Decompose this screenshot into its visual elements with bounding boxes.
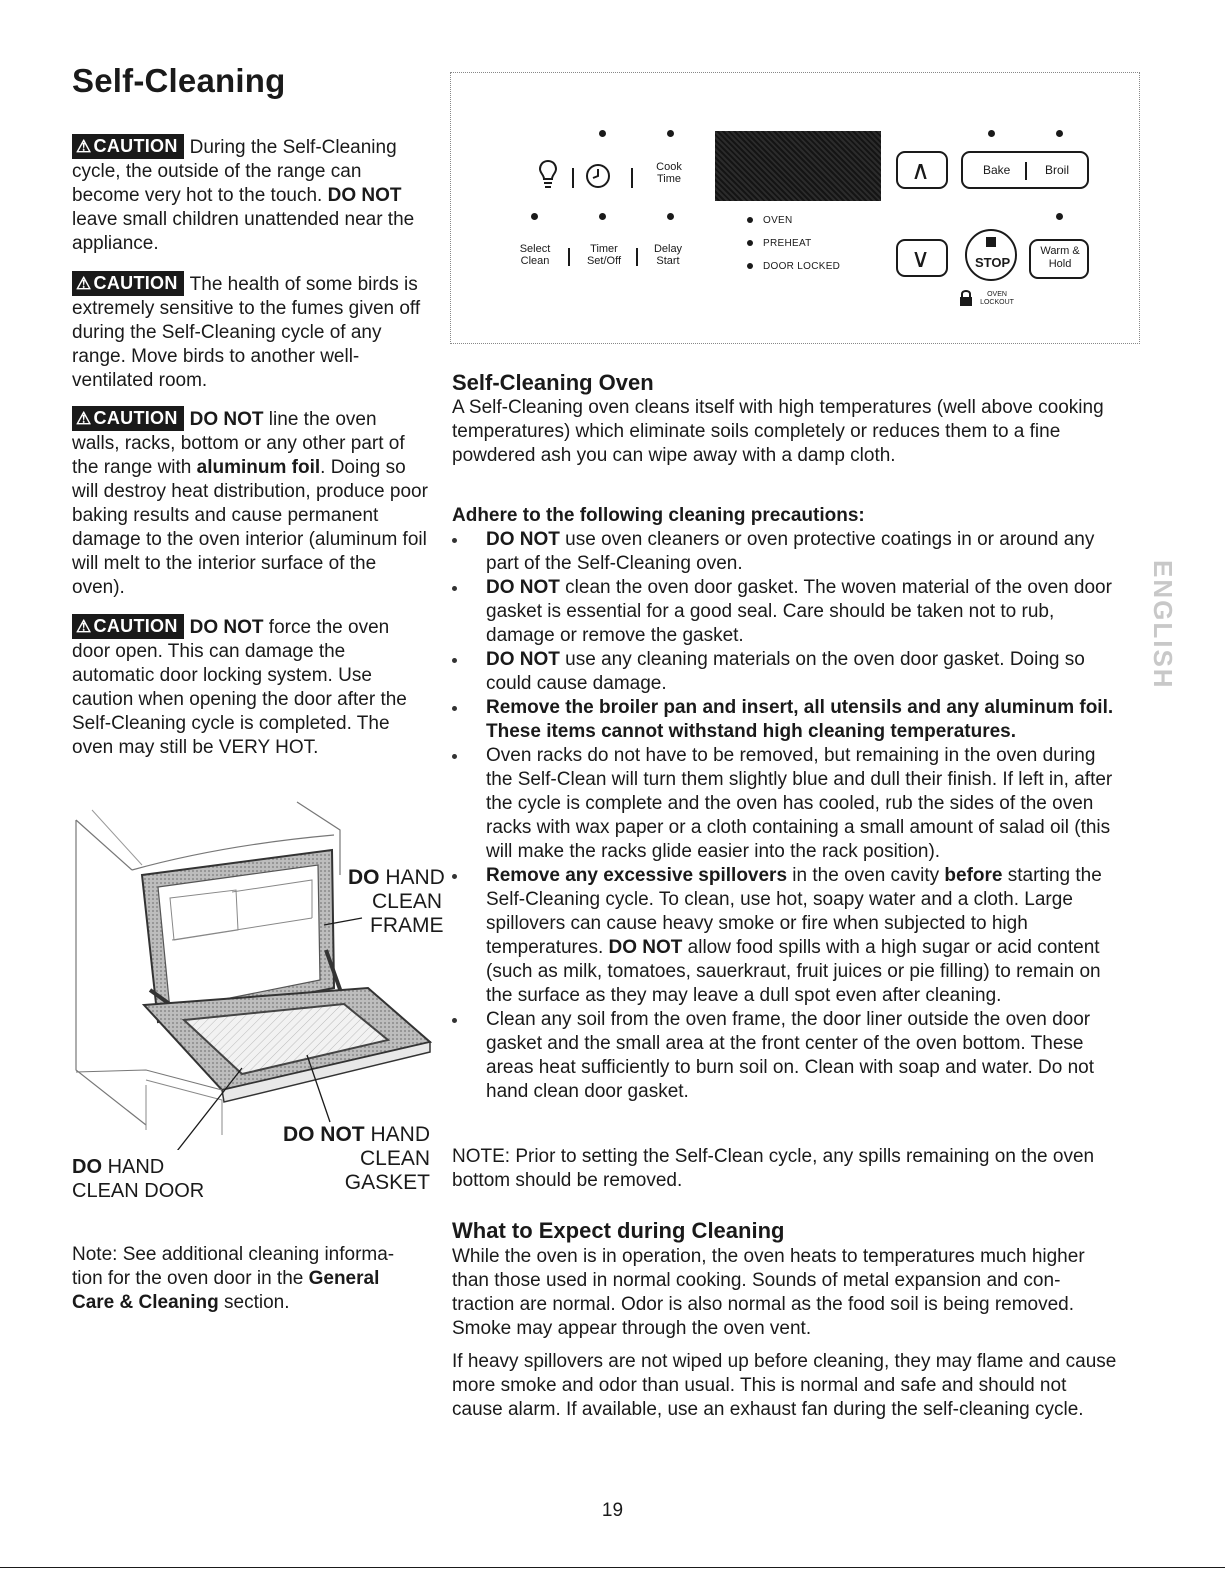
bottom-rule <box>0 1567 1225 1568</box>
indicator-dot <box>1056 213 1063 220</box>
language-side-tab: ENGLISH <box>1148 560 1178 690</box>
list-item: DO NOT use oven cleaners or oven protective coatings in or around any part of the Self-Cleaning oven. <box>486 529 1095 574</box>
oven-light-icon <box>537 159 559 191</box>
what-to-expect-p1: While the oven is in operation, the oven heats to temperatures much higher than those used in normal cooking. Sounds of metal expansion and con-traction are normal. Odor is also normal as the food soil is being removed. Smoke may appear through the oven vent. <box>452 1246 1085 1339</box>
caution-badge: ⚠ CAUTION <box>72 406 184 431</box>
indicator-dot <box>667 213 674 220</box>
list-item: Clean any soil from the oven frame, the door liner outside the oven door gasket and the small area at the front center of the oven bottom. These areas heat sufficiently to burn soil on. Clean with soap and water. Do not hand clean door gasket. <box>486 1009 1095 1102</box>
separator <box>631 168 633 188</box>
warning-triangle-icon: ⚠ <box>76 274 92 293</box>
indicator-dot <box>531 213 538 220</box>
self-cleaning-oven-heading: Self-Cleaning Oven <box>452 370 654 395</box>
warm-hold-button[interactable]: Warm & Hold <box>1029 239 1089 279</box>
indicator-dot <box>599 130 606 137</box>
stop-square-icon <box>986 237 996 247</box>
list-item: Remove the broiler pan and insert, all utensils and any aluminum foil. These items cannot withstand high cleaning temperatures. <box>486 697 1114 742</box>
indicator-dot <box>1056 130 1063 137</box>
timer-label: Timer Set/Off <box>586 243 622 267</box>
door-locked-led <box>747 263 753 269</box>
caution-block-3 <box>72 406 428 600</box>
warning-triangle-icon: ⚠ <box>76 137 92 156</box>
warning-triangle-icon: ⚠ <box>76 409 92 428</box>
page-title: Self-Cleaning <box>72 62 286 99</box>
oven-lockout-label: OVEN LOCKOUT <box>980 291 1014 306</box>
indicator-dot <box>667 130 674 137</box>
cook-time-label: Cook Time <box>656 161 682 185</box>
list-item: DO NOT use any cleaning materials on the oven door gasket. Doing so could cause damage. <box>486 649 1085 694</box>
up-arrow-button[interactable] <box>896 151 948 189</box>
left-note: Note: See additional cleaning informa-tion for the oven door in the General Care & Cleaning section. <box>72 1244 395 1313</box>
label-do-hand-clean-door: DO HAND CLEAN DOOR <box>72 1156 205 1202</box>
what-to-expect-heading: What to Expect during Cleaning <box>452 1218 785 1243</box>
caution-text: The health of some birds is extremely sensitive to the fumes given off during the Self-Cleaning cycle of any range. Move birds to another well-ventilated room. <box>72 274 421 391</box>
preheat-led <box>747 240 753 246</box>
separator <box>572 168 574 188</box>
lock-icon <box>959 289 973 307</box>
label-do-hand-clean-frame: DO HAND CLEAN FRAME <box>348 866 445 937</box>
chevron-down-icon: ∨ <box>911 243 931 273</box>
list-item: Oven racks do not have to be removed, but remaining in the oven during the Self-Clean will turn them slightly blue and dull their finish. If left in, after the cycle is complete and the oven has cooled, rub the sides of the oven racks with wax paper or a cloth containing a small amount of salad oil (this will make the racks glide easier into the rack position). <box>486 745 1113 862</box>
caution-badge: ⚠ CAUTION <box>72 134 184 159</box>
caution-badge: ⚠ CAUTION <box>72 271 184 296</box>
separator <box>1025 162 1027 180</box>
chevron-up-icon: ∧ <box>911 155 931 185</box>
select-clean-label: Select Clean <box>519 243 551 267</box>
door-locked-led-label: DOOR LOCKED <box>763 261 841 272</box>
preheat-led-label: PREHEAT <box>763 238 812 249</box>
delay-start-label: Delay Start <box>653 243 683 267</box>
down-arrow-button[interactable] <box>896 239 948 277</box>
prior-note: NOTE: Prior to setting the Self-Clean cycle, any spills remaining on the oven bottom should be removed. <box>452 1146 1095 1191</box>
page-number: 19 <box>601 1500 624 1521</box>
bake-broil-button[interactable]: Bake Broil <box>961 151 1089 189</box>
self-cleaning-oven-intro: A Self-Cleaning oven cleans itself with high temperatures (well above cooking temperatures) which eliminate soils completely or reduces them to a fine powdered ash you can wipe away with a damp cloth. <box>452 397 1104 466</box>
oven-led <box>747 217 753 223</box>
caution-text: DO NOT line the oven walls, racks, bottom or any other part of the range with aluminum foil. Doing so will destroy heat distribution, produce poor baking results and cause permanent damage to the oven interior (aluminum foil will melt to the interior surface of the oven). <box>72 409 428 598</box>
caution-block-2 <box>72 271 428 393</box>
clock-icon <box>585 163 611 189</box>
label-do-not-hand-clean-gasket: DO NOT HAND CLEAN GASKET <box>282 1123 430 1194</box>
precautions-heading: Adhere to the following cleaning precautions: <box>452 505 865 526</box>
list-item: Remove any excessive spillovers in the oven cavity before starting the Self-Cleaning cycle. To clean, use hot, soapy water and a cloth. Large spillovers can cause heavy smoke or fire when subjected to high temperatures. DO NOT allow food spills with a high sugar or acid content (such as milk, tomatoes, sauerkraut, fruit juices or pie filling) to remain on the surface as they may leave a dull spot even after cleaning. <box>486 865 1102 1006</box>
stop-button[interactable]: STOP <box>965 229 1017 281</box>
caution-block-4 <box>72 614 428 760</box>
caution-block-1 <box>72 134 428 256</box>
list-item: DO NOT clean the oven door gasket. The woven material of the oven door gasket is essential for a good seal. Care should be taken not to rub, damage or remove the gasket. <box>486 577 1112 646</box>
display-screen <box>715 131 881 201</box>
indicator-dot <box>988 130 995 137</box>
separator <box>636 248 638 266</box>
caution-text: DO NOT force the oven door open. This can damage the automatic door locking system. Use caution when opening the door after the Self-Cleaning cycle is completed. The oven may still be VERY HOT. <box>72 617 407 758</box>
separator <box>568 248 570 266</box>
oven-led-label: OVEN <box>763 215 793 226</box>
warning-triangle-icon: ⚠ <box>76 617 92 636</box>
indicator-dot <box>599 213 606 220</box>
precautions-list <box>452 528 1122 1104</box>
caution-badge: ⚠ CAUTION <box>72 614 184 639</box>
oven-door-illustration <box>72 790 444 1150</box>
what-to-expect-p2: If heavy spillovers are not wiped up before cleaning, they may flame and cause more smoke and odor than usual. This is normal and safe and should not cause alarm. If available, use an exhaust fan during the self-cleaning cycle. <box>452 1351 1117 1420</box>
caution-text: During the Self-Cleaning cycle, the outside of the range can become very hot to the touch. DO NOT leave small children unattended near the appliance. <box>72 137 415 254</box>
control-panel-diagram <box>450 72 1140 344</box>
